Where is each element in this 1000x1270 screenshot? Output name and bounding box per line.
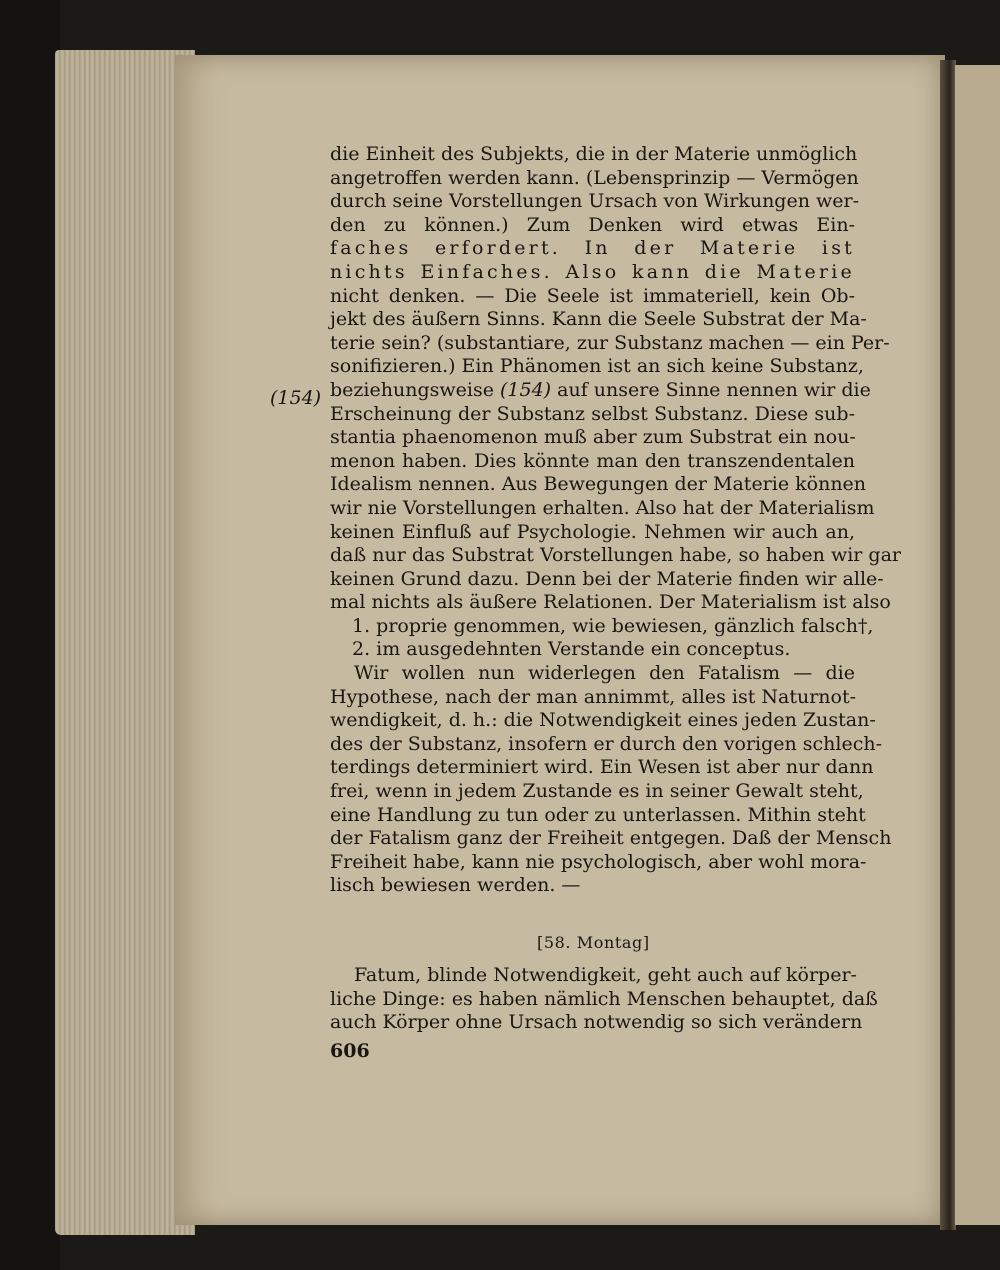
text-line: der Fatalism ganz der Freiheit entgegen. Daß der Mensch — [330, 827, 892, 850]
text-line: des der Substanz, insofern er durch den vorigen schlech- — [330, 732, 883, 755]
text-line: auch Körper ohne Ursach notwendig so sich verändern — [330, 1011, 863, 1034]
text-line: eine Handlung zu tun oder zu unterlassen. Mithin steht — [330, 803, 866, 826]
text-line: frei, wenn in jedem Zustande es in seiner Gewalt steht, — [330, 780, 864, 803]
text-line: Idealism nennen. Aus Bewegungen der Materie können — [330, 473, 867, 496]
text-line: angetroffen werden kann. (Lebensprinzip — Vermögen — [330, 166, 859, 189]
text-line: die Einheit des Subjekts, die in der Materie unmöglich — [330, 143, 858, 165]
margin-reference: (154) — [270, 387, 322, 409]
text-line: terdings determiniert wird. Ein Wesen ist aber nur dann — [330, 756, 874, 779]
book-gutter — [940, 60, 956, 1230]
text-fragment: auf unsere Sinne nennen wir die — [557, 378, 871, 401]
text-line: keinen Einfluß auf Psychologie. Nehmen wir auch an, — [330, 520, 855, 543]
text-line: Wir wollen nun widerlegen den Fatalism — die — [354, 662, 855, 685]
text-line: jekt des äußern Sinns. Kann die Seele Substrat der Ma- — [330, 308, 867, 331]
text-line: sonifizieren.) Ein Phänomen ist an sich keine Substanz, — [330, 355, 864, 378]
main-text — [330, 143, 901, 898]
text-line: stantia phaenomenon muß aber zum Substrat ein nou- — [330, 426, 856, 449]
facing-page-edge — [955, 65, 1000, 1225]
text-line-spaced: faches erfordert. In der Materie ist — [330, 237, 855, 260]
text-line: Erscheinung der Substanz selbst Substanz. Diese sub- — [330, 402, 855, 425]
text-line: Freiheit habe, kann nie psychologisch, aber wohl mora- — [330, 850, 867, 873]
text-line: den zu können.) Zum Denken wird etwas Ein- — [330, 213, 855, 236]
page-number: 606 — [330, 1040, 370, 1062]
text-line: mal nichts als äußere Relationen. Der Materialism ist also — [330, 591, 891, 614]
page-edges — [55, 50, 195, 1235]
text-line: liche Dinge: es haben nämlich Menschen behauptet, daß — [330, 987, 878, 1010]
section-text — [330, 963, 878, 1034]
inline-reference: (154) — [500, 378, 552, 401]
section-heading: [58. Montag] — [537, 933, 650, 952]
text-line: wir nie Vorstellungen erhalten. Also hat der Materialism — [330, 496, 875, 519]
text-fragment: beziehungsweise — [330, 378, 494, 401]
text-line: menon haben. Dies könnte man den transzendentalen — [330, 449, 855, 472]
text-line: lisch bewiesen werden. — — [330, 874, 581, 897]
list-item: 2. im ausgedehnten Verstande ein conceptus. — [352, 638, 791, 661]
text-line: terie sein? (substantiare, zur Substanz machen — ein Per- — [330, 331, 890, 354]
text-line — [330, 378, 871, 403]
text-line: Hypothese, nach der man annimmt, alles ist Naturnot- — [330, 685, 857, 708]
text-line: durch seine Vorstellungen Ursach von Wirkungen wer- — [330, 190, 860, 213]
text-line: nicht denken. — Die Seele ist immateriell, kein Ob- — [330, 284, 855, 307]
text-line: keinen Grund dazu. Denn bei der Materie finden wir alle- — [330, 567, 884, 590]
text-line-spaced: nichts Einfaches. Also kann die Materie — [330, 260, 855, 283]
text-line: wendigkeit, d. h.: die Notwendigkeit eines jeden Zustan- — [330, 709, 876, 732]
background — [0, 0, 60, 1270]
list-item: 1. proprie genommen, wie bewiesen, gänzlich falsch†, — [352, 614, 874, 637]
text-line: Fatum, blinde Notwendigkeit, geht auch auf körper- — [354, 964, 857, 986]
text-line: daß nur das Substrat Vorstellungen habe, so haben wir gar — [330, 544, 901, 567]
